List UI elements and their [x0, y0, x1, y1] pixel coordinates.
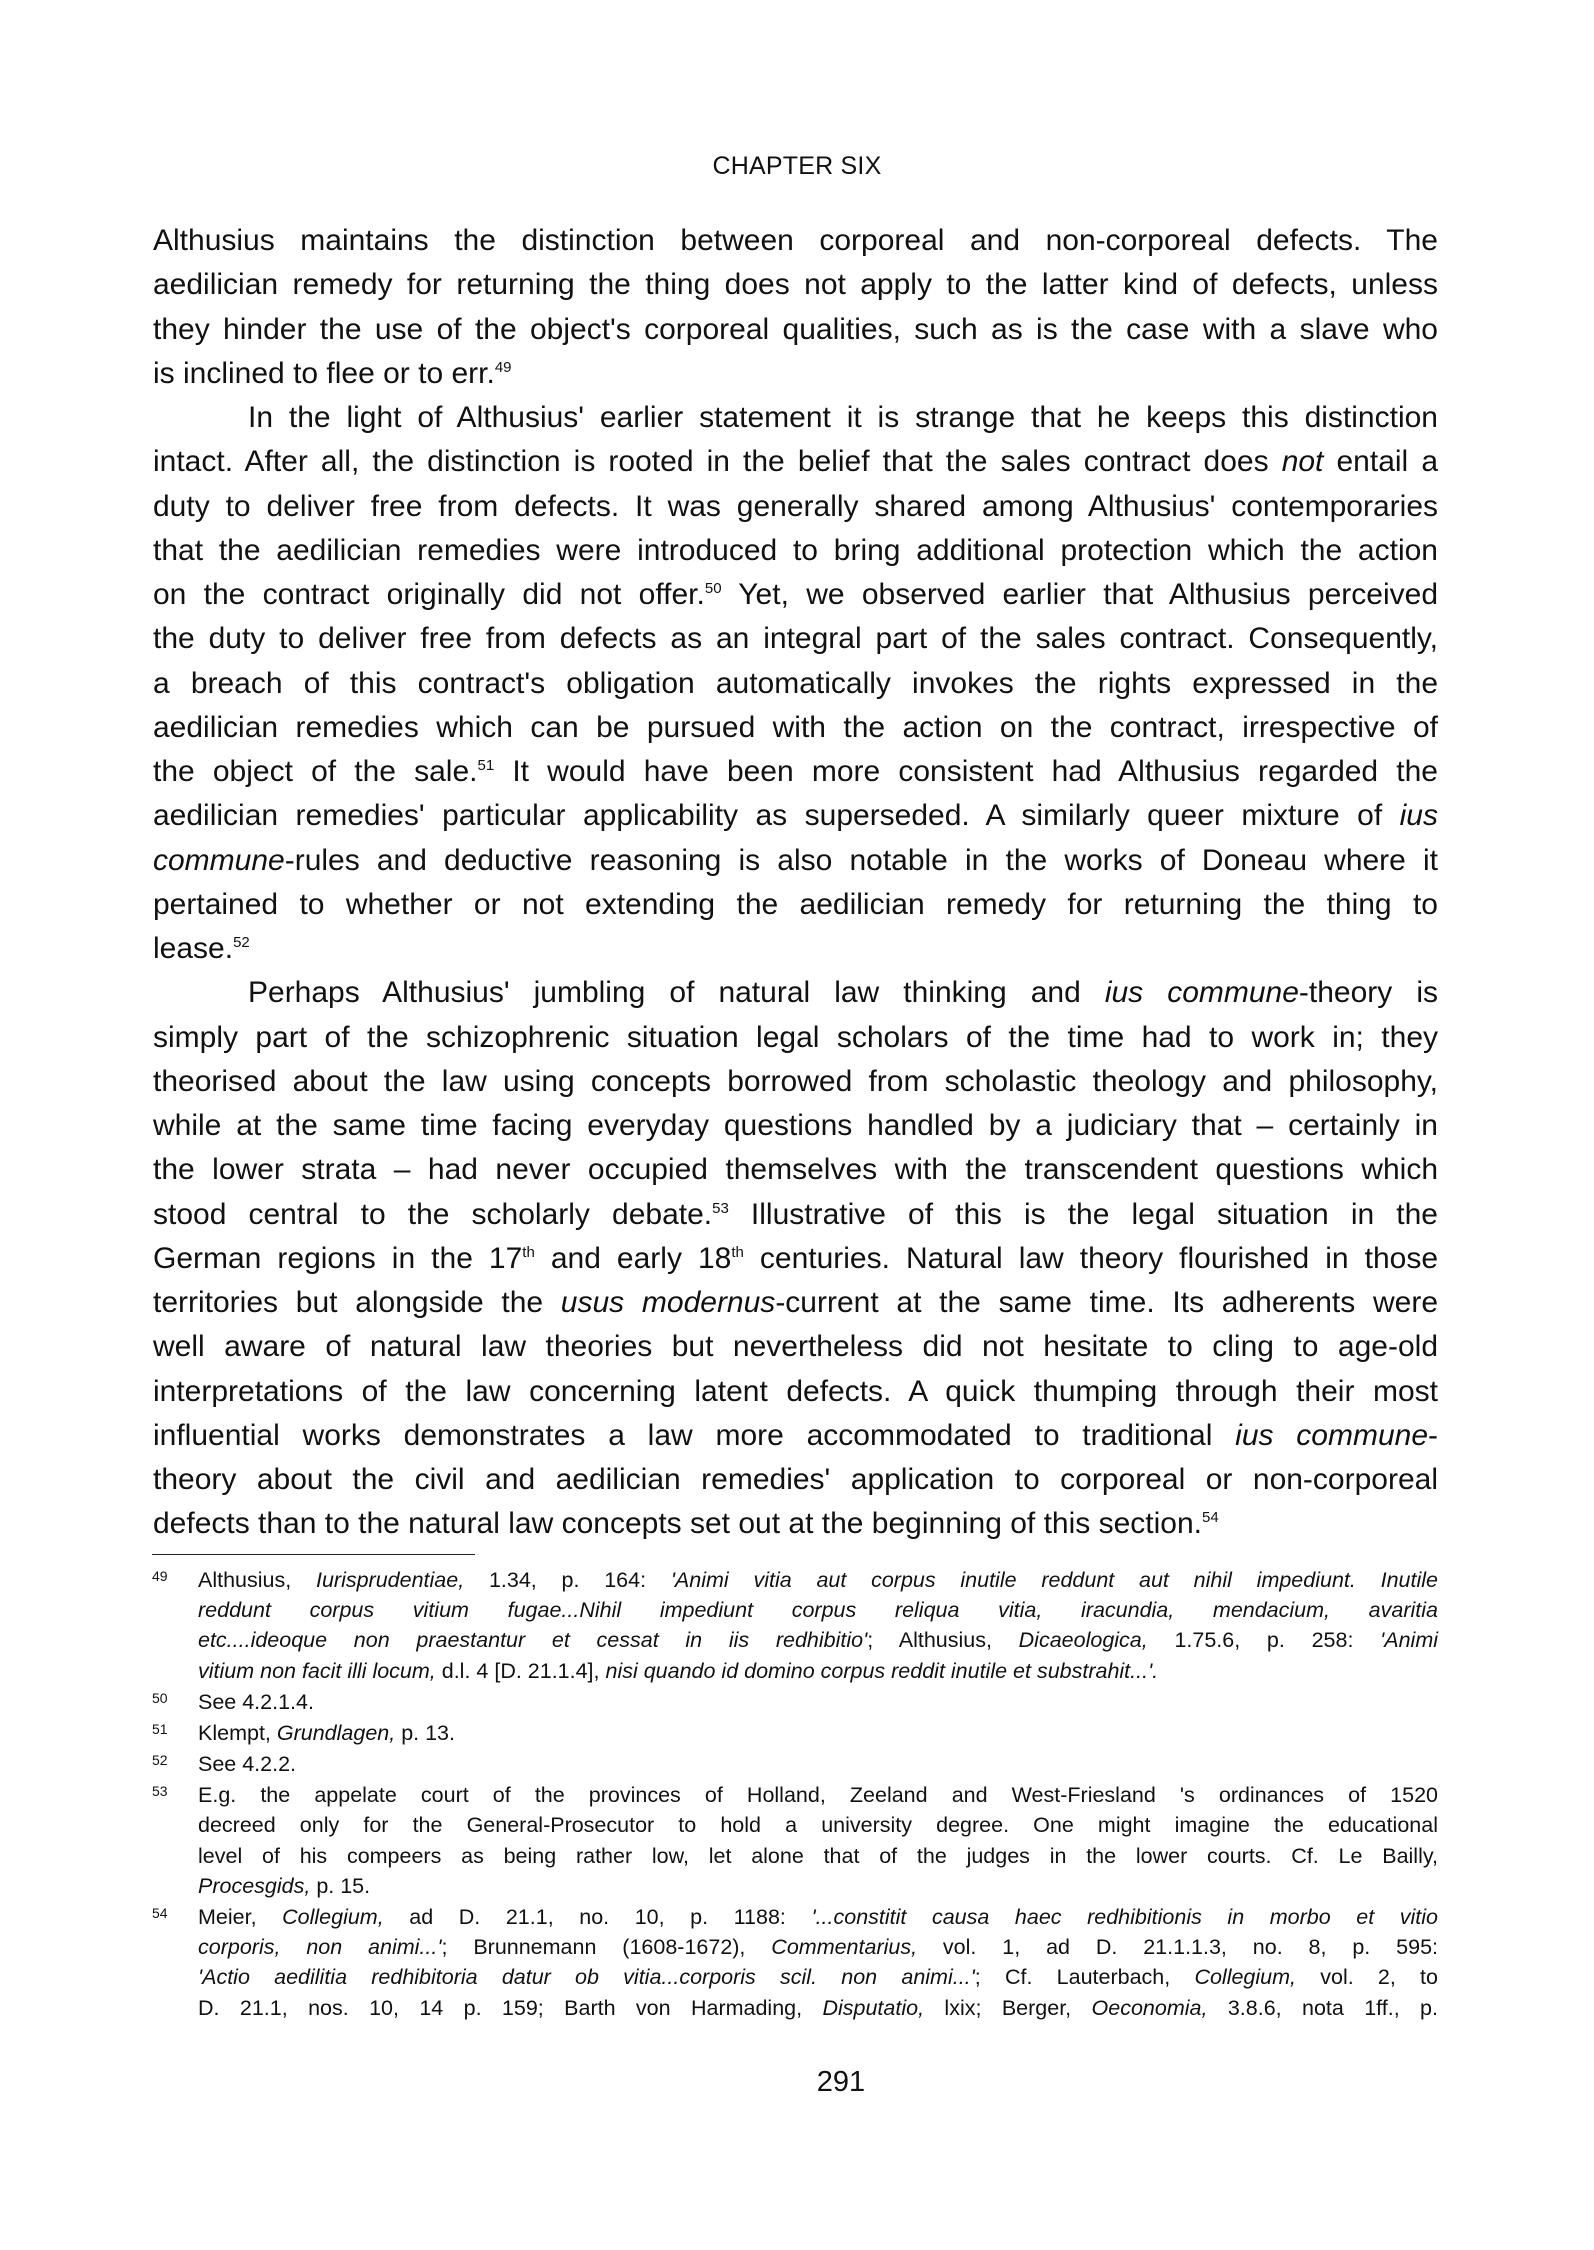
ordinal-suffix: th — [731, 1243, 744, 1261]
footnote-line: 'Actio aedilitia redhibitoria datur ob vitia...corporis scil. non animi...'; Cf. Lauterbach, Collegium, vol. 2, to — [198, 1965, 1438, 1989]
footnote-ref[interactable]: 54 — [1202, 1508, 1219, 1526]
footnote-line: E.g. the appelate court of the provinces of Holland, Zeeland and West-Friesland 's ordinances of 1520 — [198, 1783, 1438, 1807]
body-line: Althusius maintains the distinction between corporeal and non-corporeal defects. The — [153, 224, 1438, 257]
body-line: commune-rules and deductive reasoning is also notable in the works of Doneau where it — [153, 844, 1438, 877]
footnote-number: 50 — [152, 1690, 168, 1706]
body-line: the lower strata – had never occupied themselves with the transcendent questions which — [153, 1153, 1438, 1186]
footnote-line: level of his compeers as being rather low, let alone that of the judges in the lower courts. Cf. Le Bailly, — [198, 1844, 1438, 1868]
footnote-number: 54 — [152, 1905, 168, 1921]
body-line: pertained to whether or not extending the aedilician remedy for returning the thing to — [153, 888, 1438, 921]
body-line: theorised about the law using concepts borrowed from scholastic theology and philosophy, — [153, 1065, 1438, 1098]
body-line: the duty to deliver free from defects as an integral part of the sales contract. Consequently, — [153, 622, 1438, 655]
footnote-number: 49 — [152, 1568, 168, 1584]
body-line: intact. After all, the distinction is rooted in the belief that the sales contract does not entail a — [153, 445, 1439, 478]
footnote-line: decreed only for the General-Prosecutor to hold a university degree. One might imagine the educational — [198, 1813, 1438, 1837]
footnote-ref[interactable]: 51 — [477, 756, 495, 774]
footnote-line: See 4.2.2. — [198, 1752, 297, 1776]
footnote-ref[interactable]: 49 — [494, 358, 512, 376]
footnote-line: reddunt corpus vitium fugae...Nihil impediunt corpus reliqua vitia, iracundia, mendacium, avaritia — [198, 1598, 1438, 1622]
footnote-line: D. 21.1, nos. 10, 14 p. 159; Barth von Harmading, Disputatio, lxix; Berger, Oeconomia, 3.8.6, nota 1ff., p. — [198, 1996, 1438, 2020]
body-line: aedilician remedies which can be pursued with the action on the contract, irrespective of — [153, 711, 1438, 744]
footnote-line: Althusius, Iurisprudentiae, 1.34, p. 164: 'Animi vitia aut corpus inutile reddunt aut nihil impediunt. Inutile — [198, 1568, 1438, 1592]
footnote-ref[interactable]: 53 — [712, 1199, 729, 1217]
running-head: CHAPTER SIX — [712, 152, 882, 180]
body-line: influential works demonstrates a law more accommodated to traditional ius commune- — [153, 1419, 1439, 1452]
body-line: the object of the sale.$^{51}$ It would have been more consistent had Althusius regarded the — [153, 755, 1438, 788]
body-line: duty to deliver free from defects. It was generally shared among Althusius' contemporaries — [153, 490, 1438, 523]
footnote-line: See 4.2.1.4. — [198, 1690, 314, 1714]
body-line: In the light of Althusius' earlier statement it is strange that he keeps this distinction — [248, 401, 1438, 434]
body-line: aedilician remedy for returning the thing does not apply to the latter kind of defects, unless — [153, 268, 1438, 301]
body-line: territories but alongside the usus modernus-current at the same time. Its adherents were — [153, 1286, 1438, 1319]
body-line: defects than to the natural law concepts set out at the beginning of this section.$^{54}$ — [153, 1507, 1219, 1540]
footnote-line: corporis, non animi...'; Brunnemann (1608-1672), Commentarius, vol. 1, ad D. 21.1.1.3, no. 8, p. 595: — [198, 1935, 1438, 1959]
footnote-ref[interactable]: 52 — [233, 933, 250, 951]
footnote-line: Procesgids, p. 15. — [198, 1874, 371, 1898]
body-line: is inclined to flee or to err.$^{49}$ — [153, 357, 512, 390]
body-line: simply part of the schizophrenic situation legal scholars of the time had to work in; they — [153, 1021, 1438, 1054]
footnote-number: 53 — [152, 1783, 168, 1799]
body-line: lease.$^{52}$ — [153, 932, 250, 965]
body-line: interpretations of the law concerning latent defects. A quick thumping through their most — [153, 1375, 1438, 1408]
footnote-line: etc....ideoque non praestantur et cessat in iis redhibitio'; Althusius, Dicaeologica, 1.75.6, p. 258: 'Animi — [198, 1628, 1439, 1652]
body-line: aedilician remedies' particular applicability as superseded. A similarly queer mixture of ius — [153, 799, 1438, 832]
footnote-line: Meier, Collegium, ad D. 21.1, no. 10, p. 1188: '...constitit causa haec redhibitionis in morbo et vitio — [198, 1905, 1438, 1929]
body-line: stood central to the scholarly debate.$^{53}$ Illustrative of this is the legal situation in the — [153, 1198, 1438, 1231]
body-line: on the contract originally did not offer.$^{50}$ Yet, we observed earlier that Althusius perceived — [153, 578, 1438, 611]
footnote-ref[interactable]: 50 — [704, 579, 722, 597]
body-line: while at the same time facing everyday questions handled by a judiciary that – certainly in — [153, 1109, 1438, 1142]
footnote-line: vitium non facit illi locum, d.l. 4 [D. 21.1.4], nisi quando id domino corpus reddit inutile et substrahit...'. — [198, 1659, 1159, 1683]
page-number: 291 — [816, 2066, 866, 2098]
ordinal-suffix: th — [522, 1243, 535, 1261]
footnote-separator — [152, 1554, 475, 1555]
footnote-number: 52 — [152, 1752, 168, 1768]
body-line: a breach of this contract's obligation automatically invokes the rights expressed in the — [153, 667, 1438, 700]
body-line: well aware of natural law theories but nevertheless did not hesitate to cling to age-old — [153, 1330, 1438, 1363]
body-line: Perhaps Althusius' jumbling of natural law thinking and ius commune-theory is — [248, 976, 1438, 1009]
body-line: they hinder the use of the object's corporeal qualities, such as is the case with a slave who — [153, 313, 1438, 346]
body-line: theory about the civil and aedilician remedies' application to corporeal or non-corporeal — [153, 1463, 1438, 1496]
body-line: that the aedilician remedies were introduced to bring additional protection which the action — [153, 534, 1438, 567]
footnote-number: 51 — [152, 1721, 168, 1737]
footnote-line: Klempt, Grundlagen, p. 13. — [198, 1721, 455, 1745]
body-line: German regions in the 17th and early 18th centuries. Natural law theory flourished in those — [153, 1242, 1439, 1275]
